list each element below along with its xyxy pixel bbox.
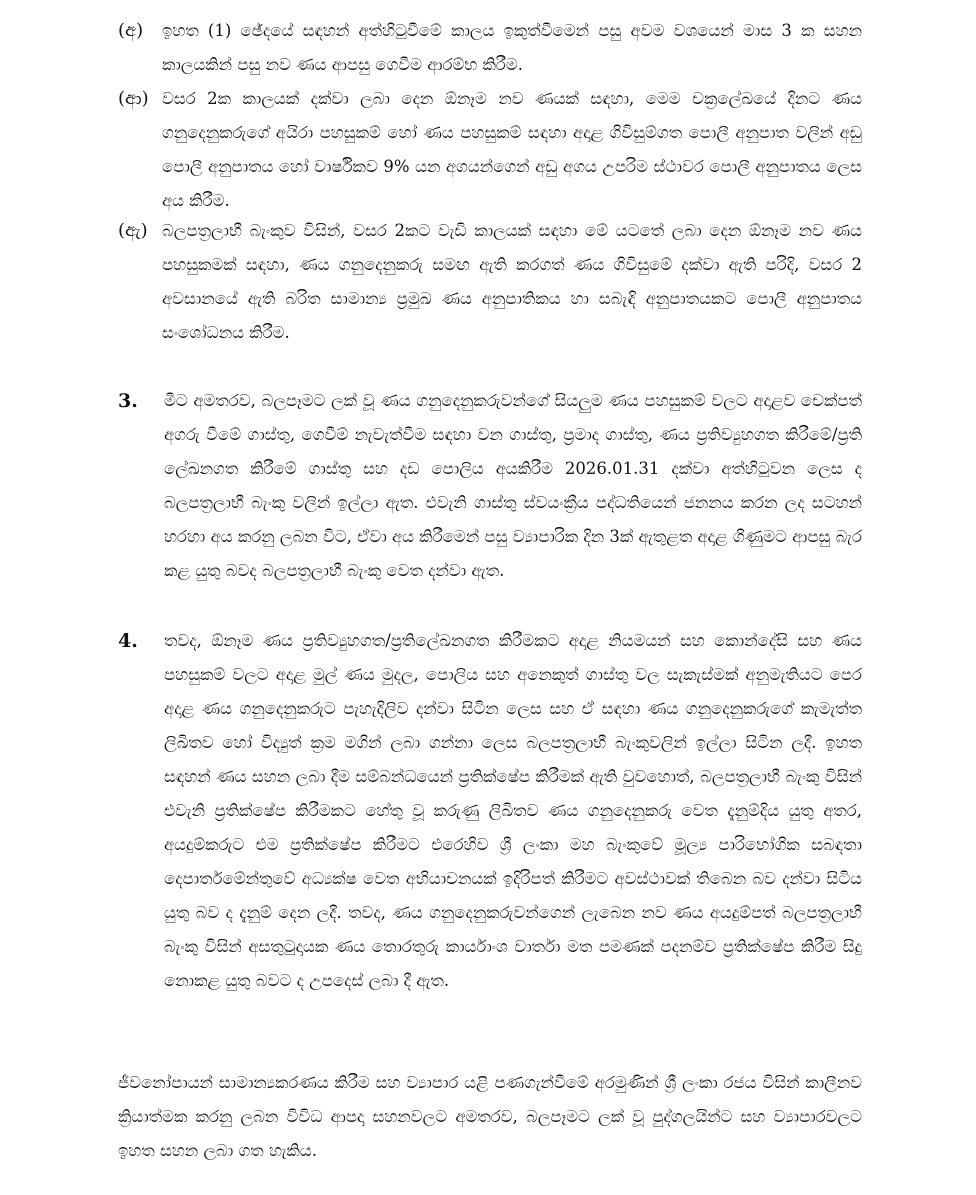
sub-item-marker: (ඇ) — [118, 220, 148, 241]
sub-item-ae — [118, 214, 862, 350]
paragraph-4 — [118, 624, 862, 998]
sub-item-text: වසර 2ක කාලයක් දක්වා ලබා දෙන ඕනෑම නව ණයක් සඳහා, මෙම චක්‍රලේඛයේ දිනට ණය ගනුදෙනුකරුගේ අයිරා පහසුකම් හෝ ණය පහසුකම් සඳහා අදාළ ගිවිසුම්ගත පොලී අනුපාත වලින් අඩු පොලී අනුපාතය හෝ වාර්ෂිකව 9% යන අගයන්ගෙන් අඩු අගය උපරිම ස්ථාවර පොලී අනුපාතය ලෙස අය කිරීම. — [162, 89, 862, 210]
paragraph-text: මීට අමතරව, බලපෑමට ලක් වූ ණය ගනුදෙනුකරුවන්ගේ සියලුම ණය පහසුකම් වලට අදාළව චෙක්පත් අගරු වීමේ ගාස්තු, ගෙවීම් නැවැත්වීම සඳහා වන ගාස්තු, ප්‍රමාද ගාස්තු, ණය ප්‍රතිව්‍යුහගත කිරීමේ/ප්‍රති ලේඛනගත කිරීමේ ගාස්තු සහ දඩ පොලිය අයකිරීම 2026.01.31 දක්වා අත්හිටුවන ලෙස ද බලපත්‍රලාභී බැංකු වලින් ඉල්ලා ඇත. එවැනි ගාස්තු ස්වයංක්‍රීය පද්ධතියෙන් ජනනය කරන ලද සටහන් හරහා අය කරනු ලබන විට, ඒවා අය කිරීමෙන් පසු ව්‍යාපාරික දින 3ක් ඇතුළත අදාළ ගිණුමට ආපසු බැර කළ යුතු බවද බලපත්‍රලාභී බැංකු වෙත දන්වා ඇත. — [164, 391, 862, 580]
paragraph-number: 4. — [118, 630, 138, 652]
sub-item-marker: (අ) — [118, 20, 144, 41]
sub-item-aa — [118, 82, 862, 218]
closing-paragraph: ජීවනෝපායන් සාමාන්‍යකරණය කිරීම සහ ව්‍යාපාර යළි පණගැන්වීමේ අරමුණින් ශ්‍රී ලංකා රජය විසින් කාලීනව ක්‍රියාත්මක කරනු ලබන විවිධ ආපදා සහනවලට අමතරව, බලපෑමට ලක් වූ පුද්ගලයින්ට සහ ව්‍යාපාරවලට ඉහත සහන ලබා ගත හැකිය. — [118, 1073, 862, 1160]
paragraph-text: තවද, ඕනෑම ණය ප්‍රතිව්‍යුහගත/ප්‍රතිලේඛනගත කිරීමකට අදාළ නියමයන් සහ කොන්දේසි සහ ණය පහසුකම් වලට අදාළ මුල් ණය මුදල, පොලිය සහ අනෙකුත් ගාස්තු වල සැකැස්මක් අනුමැතියට පෙර අදාළ ණය ගනුදෙනුකරුට පැහැදිලිව දන්වා සිටින ලෙස සහ ඒ සඳහා ණය ගනුදෙනුකරුගේ කැමැත්ත ලිඛිතව හෝ විද්‍යුත් ක්‍රම මගින් ලබා ගන්නා ලෙස බලපත්‍රලාභී බැංකුවලින් ඉල්ලා සිටින ලදී. ඉහත සඳහන් ණය සහන ලබා දීම සම්බන්ධයෙන් ප්‍රතික්ෂේප කිරීමක් ඇති වුවහොත්, බලපත්‍රලාභී බැංකු විසින් එවැනි ප්‍රතික්ෂේප කිරීමකට හේතු වූ කරුණු ලිඛිතව ණය ගනුදෙනුකරු වෙත දැනුම්දිය යුතු අතර, අයදුම්කරුට එම ප්‍රතික්ෂේප කිරීමට එරෙහිව ශ්‍රී ලංකා මහ බැංකුවේ මූල්‍ය පාරිභෝගික සබඳතා දෙපාර්තමේන්තුවේ අධ්‍යක්ෂ වෙත අභියාචනයක් ඉදිරිපත් කිරීමට අවස්ථාවක් තිබෙන බව දන්වා සිටිය යුතු බව ද දැනුම් දෙන ලදී. තවද, ණය ගනුදෙනුකරුවන්ගෙන් ලැබෙන නව ණය අයදුම්පත් බලපත්‍රලාභී බැංකු විසින් අසතුටුදායක ණය තොරතුරු කාර්යාංශ වාර්තා මත පමණක් පදනම්ව ප්‍රතික්ෂේප කිරීම සිදු නොකළ යුතු බවට ද උපදෙස් ලබා දී ඇත. — [164, 631, 862, 990]
sub-item-a — [118, 14, 862, 82]
sub-item-text: ඉහත (1) ඡේදයේ සඳහන් අත්හිටුවීමේ කාලය ඉකුත්වීමෙන් පසු අවම වශයෙන් මාස 3 ක සහන කාලයකින් පසු නව ණය ආපසු ගෙවීම ආරම්භ කිරීම. — [162, 21, 862, 74]
paragraph-number: 3. — [118, 390, 138, 412]
paragraph-3 — [118, 384, 862, 588]
sub-item-text: බලපත්‍රලාභී බැංකුව විසින්, වසර 2කට වැඩි කාලයක් සඳහා මේ යටතේ ලබා දෙන ඕනෑම නව ණය පහසුකමක් සඳහා, ණය ගනුදෙනුකරු සමඟ ඇති කරගත් ණය ගිවිසුමේ දක්වා ඇති පරිදි, වසර 2 අවසානයේ ඇති බරිත සාමාන්‍ය ප්‍රමුඛ ණය අනුපාතිකය හා සබැඳි අනුපාතයකට පොලී අනුපාතය සංශෝධනය කිරීම. — [162, 221, 862, 342]
sub-item-marker: (ආ) — [118, 88, 149, 109]
